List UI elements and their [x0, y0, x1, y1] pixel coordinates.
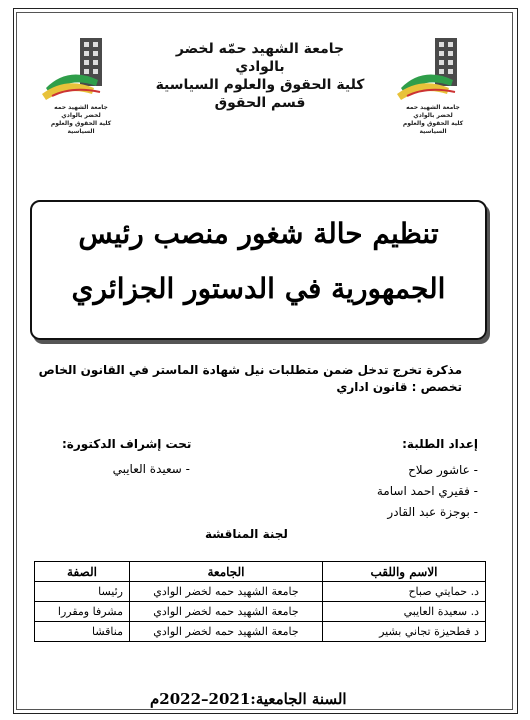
jury-member-role: رئيسا — [35, 582, 130, 602]
faculty-name: كلية الحقوق والعلوم السياسية — [155, 77, 365, 93]
jury-member-university: جامعة الشهيد حمه لخضر الوادي — [130, 582, 323, 602]
table-row — [35, 582, 486, 602]
supervisor-name: - سعيدة العايبي — [112, 462, 190, 476]
academic-year: السنة الجامعية:2021–2022م — [150, 690, 347, 708]
table-row — [35, 622, 486, 642]
col-name-header: الاسم واللقب — [323, 562, 486, 582]
jury-member-university: جامعة الشهيد حمه لخضر الوادي — [130, 602, 323, 622]
university-header — [150, 40, 370, 112]
thesis-title-box — [30, 200, 487, 340]
student-name: - بوجزة عبد القادر — [377, 502, 478, 523]
jury-table-header — [35, 562, 486, 582]
student-name: - عاشور صلاح — [377, 460, 478, 481]
jury-title: لجنة المناقشة — [205, 527, 288, 541]
jury-member-role: مناقشا — [35, 622, 130, 642]
col-university-header: الجامعة — [130, 562, 323, 582]
thesis-title-line1: تنظيم حالة شغور منصب رئيس — [78, 217, 439, 250]
students-label: إعداد الطلبة: — [402, 437, 478, 451]
university-name: جامعة الشهيد حمّه لخضر بالوادي — [175, 41, 345, 75]
jury-member-role: مشرفا ومقررا — [35, 602, 130, 622]
students-list — [377, 460, 478, 523]
thesis-title-line2: الجمهورية في الدستور الجزائري — [71, 272, 446, 305]
logo-caption-right: جامعة الشهيد حمه لخضر بالوادي كلية الحقوق والعلوم السياسية — [402, 104, 464, 135]
logo-caption-left: جامعة الشهيد حمه لخضر بالوادي كلية الحقوق والعلوم السياسية — [50, 104, 112, 135]
col-role-header: الصفة — [35, 562, 130, 582]
memo-description — [39, 362, 462, 396]
table-row — [35, 602, 486, 622]
jury-member-name: د. سعيدة العايبي — [323, 602, 486, 622]
jury-table — [34, 561, 486, 642]
supervisor-label: تحت إشراف الدكتورة: — [62, 437, 192, 451]
memo-line1: مذكرة تخرج تدخل ضمن متطلبات نيل شهادة الماستر في القانون الخاص — [38, 363, 462, 377]
jury-member-name: د فطحيزة تجاني بشير — [323, 622, 486, 642]
memo-specialty: تخصص : قانون اداري — [336, 380, 462, 394]
student-name: - فقيري احمد اسامة — [377, 481, 478, 502]
jury-member-name: د. حمايتي صباح — [323, 582, 486, 602]
department-name: قسم الحقوق — [214, 95, 306, 111]
jury-member-university: جامعة الشهيد حمه لخضر الوادي — [130, 622, 323, 642]
